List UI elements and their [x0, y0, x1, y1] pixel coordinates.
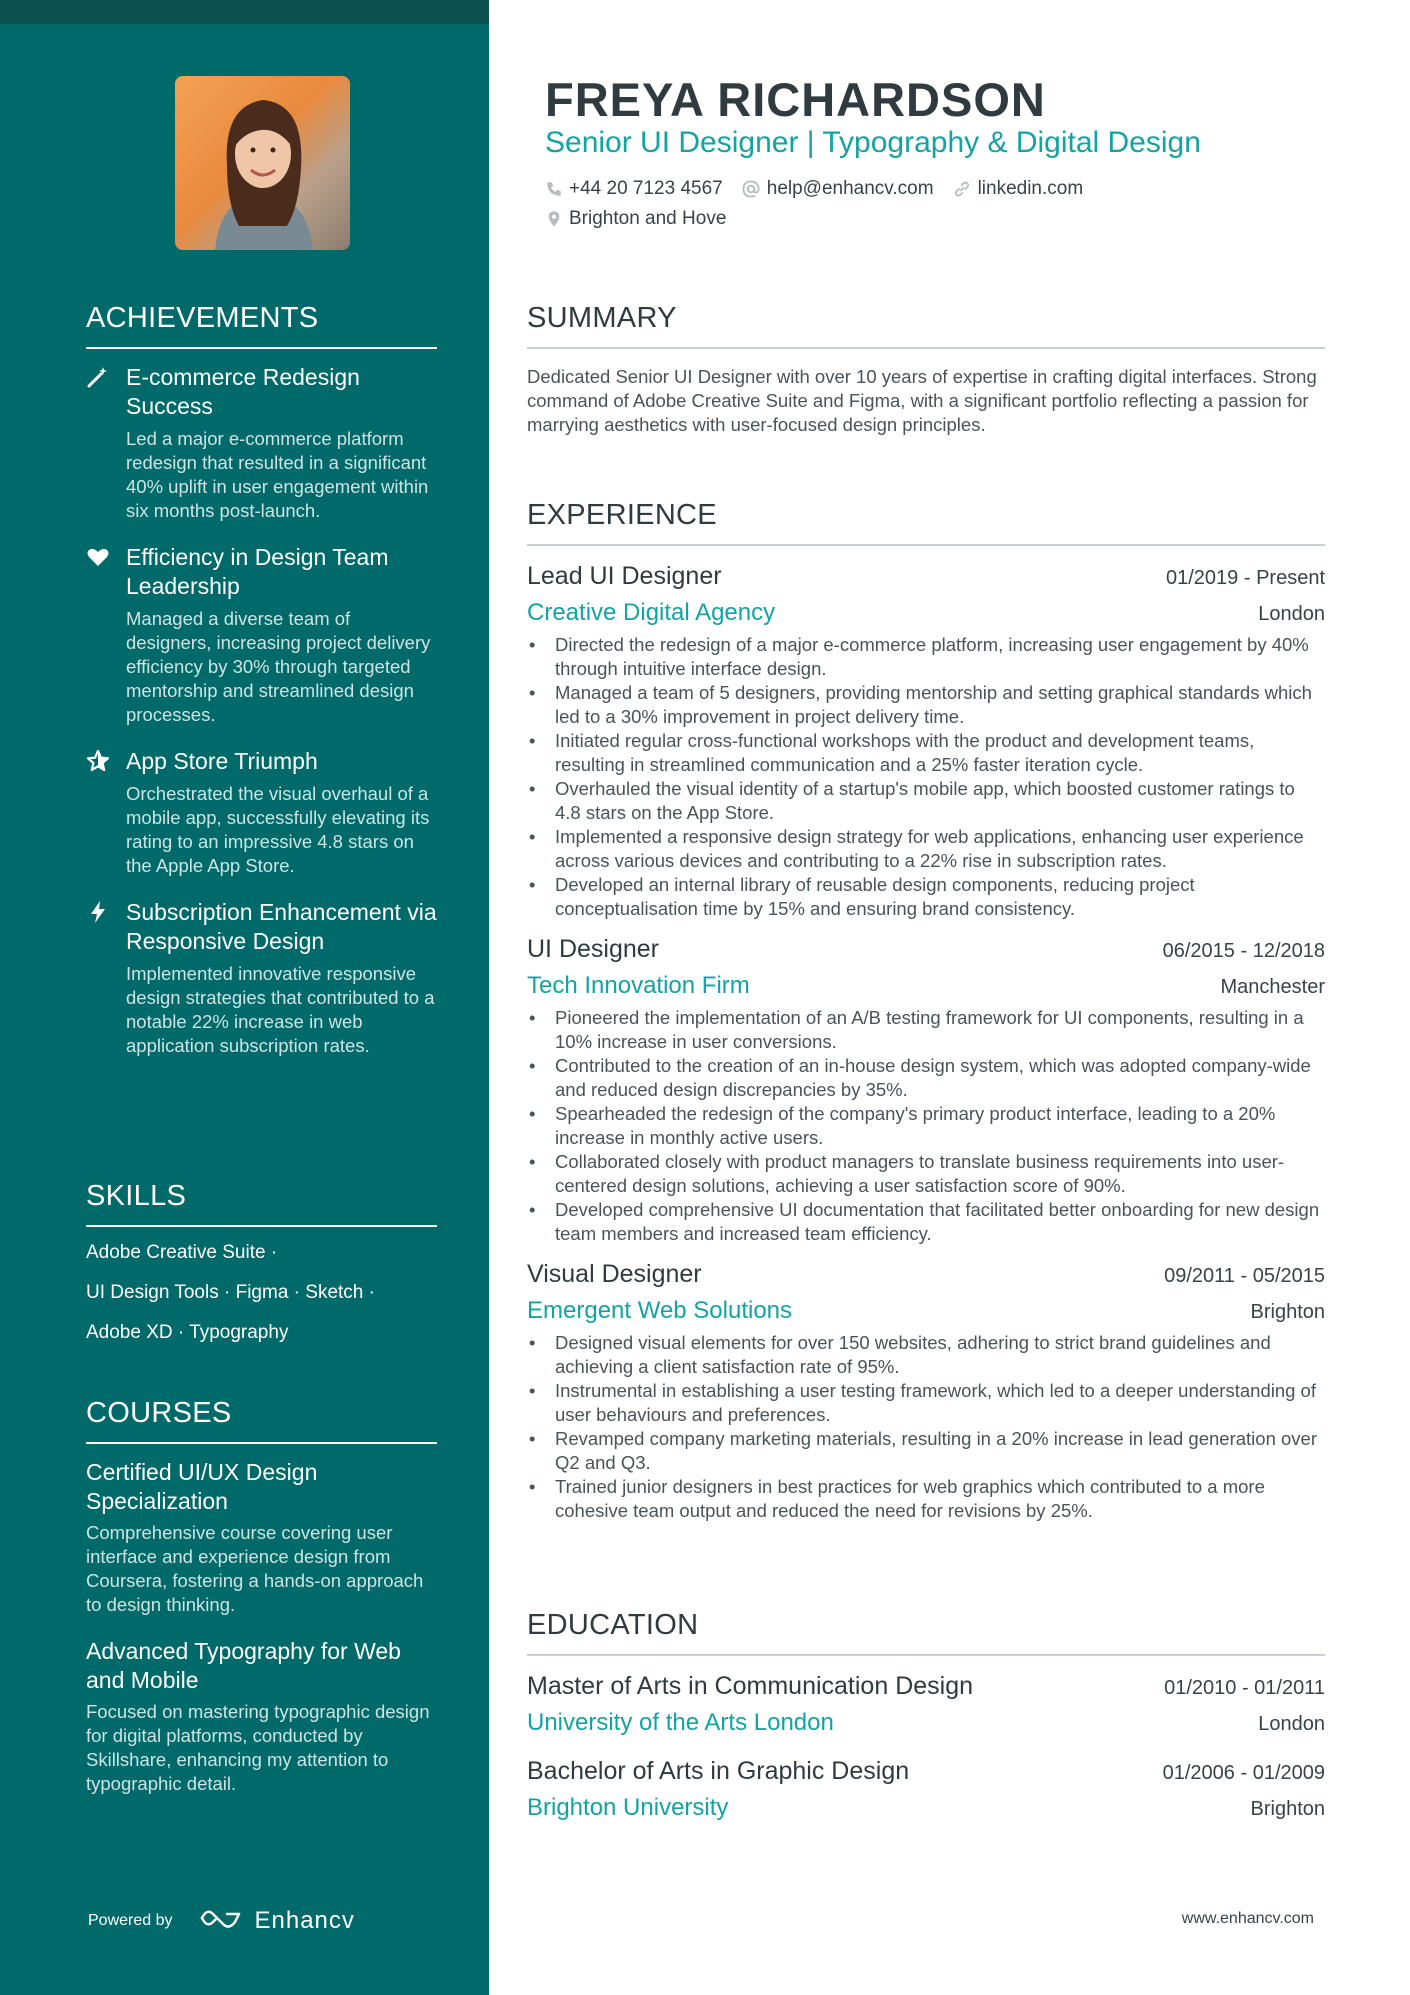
powered-by: [88, 1905, 355, 1936]
job-role: Lead UI Designer: [527, 562, 722, 590]
bullet-item: • Pioneered the implementation of an A/B testing framework for UI components, resulting in a 10% increase in user conversions.: [527, 1006, 1325, 1054]
job-role: UI Designer: [527, 935, 659, 963]
lightning-icon: [86, 900, 112, 926]
job-company: Emergent Web Solutions: [527, 1297, 793, 1324]
education-degree: Bachelor of Arts in Graphic Design: [527, 1757, 910, 1785]
courses-heading: COURSES: [86, 1397, 437, 1444]
skills-line: UI Design Tools · Figma · Sketch ·: [86, 1282, 375, 1303]
job-bullets: [527, 1006, 1325, 1246]
bullet-item: • Trained junior designers in best practices for web graphics which contributed to a more cohesive team output and reduced the need for revisions by 25%.: [527, 1475, 1325, 1523]
magic-wand-icon: [86, 365, 112, 391]
bullet-item: • Developed an internal library of reusable design components, reducing project conceptualisation time by 15% and ensuring brand consistency.: [527, 873, 1325, 921]
achievement-description: Orchestrated the visual overhaul of a mobile app, successfully elevating its rating to an impressive 4.8 stars on the Apple App Store.: [126, 783, 430, 876]
bullet-item: • Initiated regular cross-functional workshops with the product and development teams, resulting in streamlined communication and a 25% faster iteration cycle.: [527, 729, 1325, 777]
footer-url[interactable]: www.enhancv.com: [1181, 1910, 1314, 1927]
achievement-description: Implemented innovative responsive design strategies that contributed to a notable 22% increase in web application subscription rates.: [126, 963, 435, 1056]
profile-photo: [175, 76, 350, 250]
experience-section: [527, 499, 1325, 1537]
bullet-item: • Revamped company marketing materials, resulting in a 20% increase in lead generation over Q2 and Q3.: [527, 1427, 1325, 1475]
link-icon: [952, 179, 972, 199]
courses-section: [86, 1397, 437, 1816]
location-text: Brighton and Hove: [569, 208, 727, 229]
course-item: [86, 1637, 437, 1796]
job-company: Tech Innovation Firm: [527, 972, 750, 999]
bullet-item: • Implemented a responsive design strategy for web applications, enhancing user experience across various devices and contributing to a 22% rise in subscription rates.: [527, 825, 1325, 873]
achievement-item: [86, 898, 437, 1058]
candidate-name: FREYA RICHARDSON: [545, 73, 1046, 126]
achievement-title: Subscription Enhancement via Responsive Design: [126, 899, 437, 954]
sidebar: [0, 0, 489, 1995]
education-location: Brighton: [1250, 1798, 1325, 1820]
job-bullets: [527, 633, 1325, 921]
course-description: Comprehensive course covering user interface and experience design from Coursera, fostering a hands-on approach to design thinking.: [86, 1522, 424, 1615]
education-school: Brighton University: [527, 1794, 729, 1821]
course-item: [86, 1458, 437, 1617]
job-dates: 06/2015 - 12/2018: [1162, 940, 1325, 962]
education-entry: [527, 1672, 1325, 1737]
bullet-item: • Contributed to the creation of an in-house design system, which was adopted company-wide and reduced design discrepancies by 35%.: [527, 1054, 1325, 1102]
star-icon: [86, 749, 112, 775]
job-location: Manchester: [1220, 976, 1325, 998]
skills-heading: SKILLS: [86, 1180, 437, 1227]
achievement-title: E-commerce Redesign Success: [126, 364, 360, 419]
email-text: help@enhancv.com: [766, 178, 934, 199]
phone-icon: [545, 180, 563, 198]
achievements-heading: ACHIEVEMENTS: [86, 302, 437, 349]
course-description: Focused on mastering typographic design for digital platforms, conducted by Skillshare, enhancing my attention to typographic detail.: [86, 1701, 430, 1794]
bullet-item: • Instrumental in establishing a user testing framework, which led to a deeper understanding of user behaviours and preferences.: [527, 1379, 1325, 1427]
education-location: London: [1258, 1713, 1325, 1735]
linkedin-text: linkedin.com: [977, 178, 1084, 199]
job-entry: [527, 1260, 1325, 1523]
enhancv-wordmark: Enhancv: [254, 1906, 355, 1934]
job-entry: [527, 562, 1325, 921]
achievement-item: [86, 363, 437, 523]
main-column: [527, 0, 1325, 1995]
at-icon: [741, 179, 761, 199]
education-degree: Master of Arts in Communication Design: [527, 1672, 974, 1700]
candidate-title: Senior UI Designer | Typography & Digital Design: [545, 126, 1201, 159]
email-contact[interactable]: [741, 178, 934, 200]
powered-by-label: Powered by: [88, 1911, 173, 1929]
job-entry: [527, 935, 1325, 1246]
education-dates: 01/2010 - 01/2011: [1164, 1677, 1325, 1699]
bullet-item: • Overhauled the visual identity of a startup's mobile app, which boosted customer ratings to 4.8 stars on the App Store.: [527, 777, 1325, 825]
job-location: Brighton: [1250, 1301, 1325, 1323]
achievement-item: [86, 747, 437, 878]
sidebar-top-bar: [0, 0, 489, 24]
skills-line: Adobe XD · Typography: [86, 1322, 289, 1343]
linkedin-contact[interactable]: [952, 178, 1084, 200]
education-section: [527, 1609, 1325, 1842]
summary-text: Dedicated Senior UI Designer with over 10 years of expertise in crafting digital interfaces. Strong command of Adobe Creative Suite and Figma, with a significant portfolio reflecting a passion for marrying aesthetics with user-focused design principles.: [527, 366, 1317, 435]
bullet-item: • Directed the redesign of a major e-commerce platform, increasing user engagement by 40% through intuitive interface design.: [527, 633, 1325, 681]
job-company: Creative Digital Agency: [527, 599, 776, 626]
bullet-item: • Developed comprehensive UI documentation that facilitated better onboarding for new design team members and increased team efficiency.: [527, 1198, 1325, 1246]
summary-heading: SUMMARY: [527, 302, 1325, 349]
education-heading: EDUCATION: [527, 1609, 1325, 1656]
heart-icon: [86, 545, 112, 571]
bullet-item: • Spearheaded the redesign of the company's primary product interface, leading to a 20% increase in monthly active users.: [527, 1102, 1325, 1150]
job-dates: 09/2011 - 05/2015: [1164, 1265, 1325, 1287]
skills-section: [86, 1180, 437, 1361]
job-bullets: [527, 1331, 1325, 1523]
location-pin-icon: [545, 209, 563, 229]
job-dates: 01/2019 - Present: [1166, 567, 1325, 589]
achievement-title: App Store Triumph: [126, 748, 318, 774]
summary-section: [527, 302, 1325, 437]
achievements-section: [86, 302, 437, 1078]
phone-contact[interactable]: [545, 178, 723, 200]
job-role: Visual Designer: [527, 1260, 702, 1288]
bullet-item: • Designed visual elements for over 150 websites, adhering to strict brand guidelines and achieving a client satisfaction rate of 95%.: [527, 1331, 1325, 1379]
achievement-title: Efficiency in Design Team Leadership: [126, 544, 389, 599]
job-location: London: [1258, 603, 1325, 625]
enhancv-logo-icon: [199, 1905, 245, 1936]
course-title: Certified UI/UX Design Specialization: [86, 1459, 318, 1514]
achievement-description: Managed a diverse team of designers, increasing project delivery efficiency by 30% through targeted mentorship and streamlined design processes.: [126, 608, 431, 725]
phone-text: +44 20 7123 4567: [569, 178, 723, 199]
course-title: Advanced Typography for Web and Mobile: [86, 1638, 401, 1693]
bullet-item: • Collaborated closely with product managers to translate business requirements into user-centered design solutions, achieving a user satisfaction score of 90%.: [527, 1150, 1325, 1198]
skills-line: Adobe Creative Suite ·: [86, 1242, 278, 1263]
education-dates: 01/2006 - 01/2009: [1162, 1762, 1325, 1784]
location-contact: [545, 208, 726, 230]
bullet-item: • Managed a team of 5 designers, providing mentorship and setting graphical standards which led to a 30% improvement in project delivery time.: [527, 681, 1325, 729]
education-entry: [527, 1757, 1325, 1822]
experience-heading: EXPERIENCE: [527, 499, 1325, 546]
contact-info: [545, 178, 1325, 238]
achievement-item: [86, 543, 437, 727]
achievement-description: Led a major e-commerce platform redesign that resulted in a significant 40% uplift in user engagement within six months post-launch.: [126, 428, 429, 521]
education-school: University of the Arts London: [527, 1709, 834, 1736]
